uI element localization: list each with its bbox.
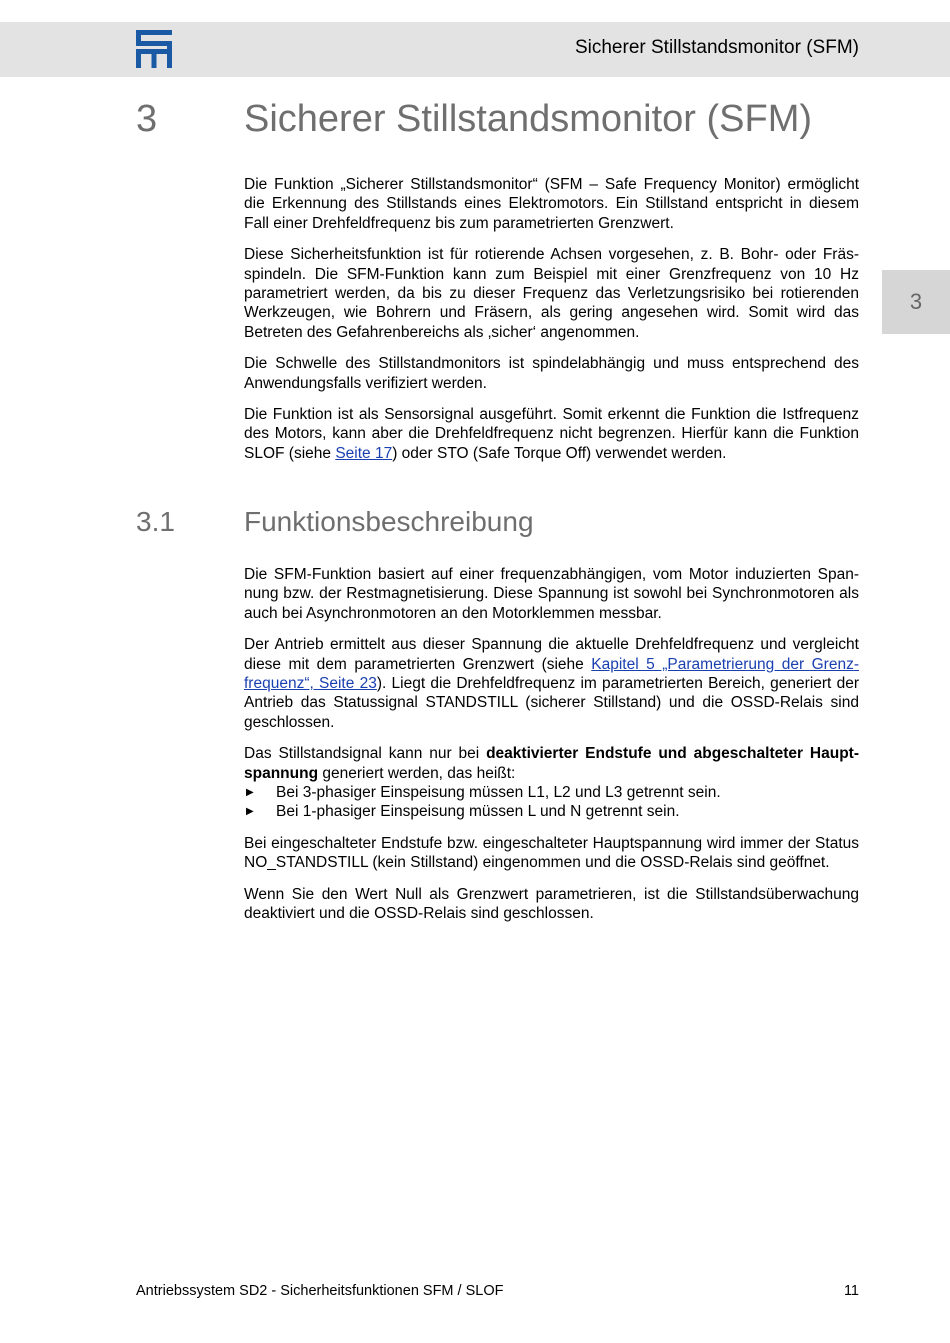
chapter-title: Sicherer Stillstandsmonitor (SFM)	[244, 98, 813, 140]
paragraph: Die Funktion „Sicherer Stillstandsmonitor“ (SFM – Safe Frequency Monitor) ermöglicht die Erkennung des Stillstands eines Elektromotors. Ein Stillstand entspricht in diesem Fall einer Drehfeldfrequenz bis zum parametrierten Grenzwert.	[244, 176, 859, 232]
section-title: Funktionsbeschreibung	[244, 506, 534, 537]
chapter-number: 3	[136, 98, 158, 140]
bold-text: deaktivierter Endstufe und abgeschalteter Hauptspannung	[244, 745, 860, 782]
paragraph: Bei eingeschalteter Endstufe bzw. eingeschalteter Hauptspannung wird immer der Status NO_STANDSTILL (kein Stillstand) eingenommen und die OSSD-Relais sind geöffnet.	[244, 834, 859, 872]
paragraph: Die SFM-Funktion basiert auf einer frequenzabhängigen, vom Motor induzierten Spannung bzw. der Restmagnetisierung. Diese Spannung ist sowohl bei Synchronmotoren als auch bei Asynchronmotoren an den Motorklemmen messbar.	[244, 566, 859, 622]
paragraph: Die Funktion ist als Sensorsignal ausgeführt. Somit erkennt die Funktion die Istfrequenz des Motors, kann aber die Drehfeldfrequenz nicht begrenzen. Hierfür kann die Funktion SLOF (siehe Seite 17) oder STO (Safe Torque Off) verwendet werden.	[244, 406, 859, 462]
chapter-tab[interactable]: 3	[882, 270, 950, 334]
section-number: 3.1	[136, 506, 175, 537]
section-heading	[0, 506, 950, 542]
link-seite-17[interactable]: Seite 17	[335, 444, 393, 462]
paragraph: Die Schwelle des Stillstandmonitors ist spindelabhängig und muss entsprechend des Anwendungsfalls verifiziert werden.	[244, 355, 859, 392]
footer-document-title: Antriebssystem SD2 - Sicherheitsfunktionen SFM / SLOF	[136, 1283, 504, 1299]
paragraph: Diese Sicherheitsfunktion ist für rotierende Achsen vorgesehen, z. B. Bohr- oder Frässpindeln. Die SFM-Funktion kann zum Beispiel mit einer Grenzfrequenz von 10 Hz parametriert werden, da bis zu dieser Frequenz das Verletzungsrisiko bei rotierenden Werkzeugen, wie Bohrern und Fräsern, als gering angesehen wird. Somit wird das Betreten des Gefahrenbereichs als ‚sicher‘ angenommen.	[244, 246, 859, 341]
header-title: Sicherer Stillstandsmonitor (SFM)	[574, 37, 859, 58]
link-kapitel-5[interactable]: Kapitel 5 „Parametrierung der Grenzfrequenz“, Seite 23	[244, 655, 859, 693]
paragraph: Der Antrieb ermittelt aus dieser Spannung die aktuelle Drehfeldfrequenz und vergleicht diese mit dem parametrierten Grenzwert (siehe Kapitel 5 „Parametrierung der Grenzfrequenz“, Seite 23). Liegt die Drehfeldfrequenz im parametrierten Bereich, generiert der Antrieb das Statussignal STANDSTILL (sicherer Stillstand) und die OSSD-Relais sind geschlossen.	[244, 636, 859, 731]
chapter-body	[244, 175, 859, 475]
bullet-arrow-icon: ▶	[246, 787, 254, 799]
list-item: ▶ Bei 3-phasiger Einspeisung müssen L1, L2 und L3 getrennt sein.	[246, 784, 721, 802]
section-body	[244, 565, 859, 936]
chapter-heading	[0, 98, 950, 144]
bullet-list	[244, 783, 859, 822]
company-logo	[136, 30, 172, 68]
paragraph: Das Stillstandsignal kann nur bei deaktivierter Endstufe und abgeschalteter Hauptspannung generiert werden, das heißt:	[244, 745, 860, 782]
list-item: ▶ Bei 1-phasiger Einspeisung müssen L und N getrennt sein.	[246, 803, 680, 821]
footer-page-number: 11	[843, 1283, 859, 1299]
paragraph: Wenn Sie den Wert Null als Grenzwert parametrieren, ist die Stillstandsüberwachung deaktiviert und die OSSD-Relais sind geschlossen.	[244, 885, 859, 923]
bullet-arrow-icon: ▶	[246, 806, 254, 818]
